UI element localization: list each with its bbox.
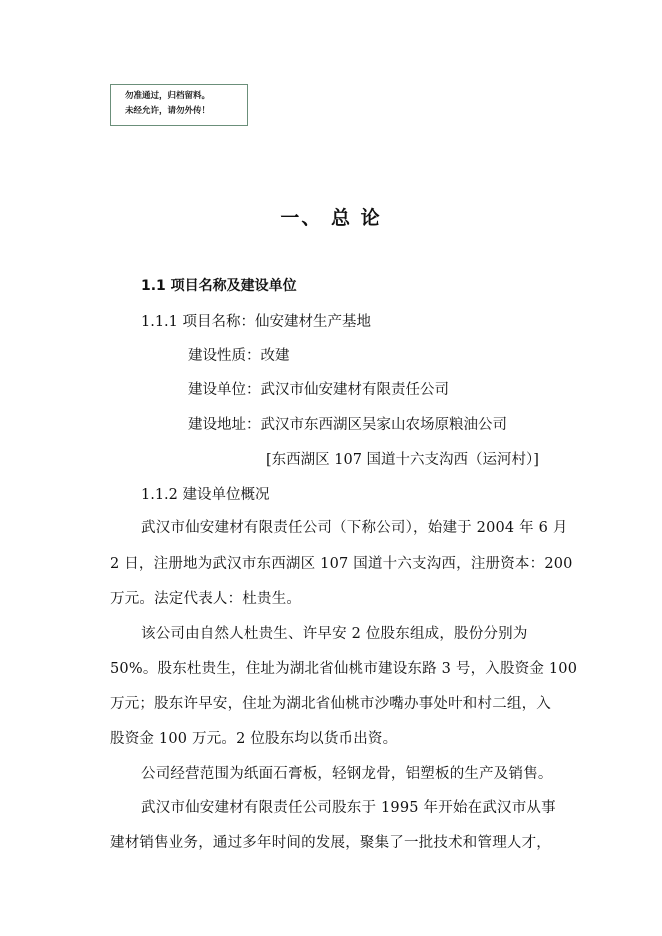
chapter-title: 一、 总 论 xyxy=(280,207,382,229)
project-name-line: 1.1.1 项目名称：仙安建材生产基地 xyxy=(141,314,372,330)
construction-nature-line: 建设性质：改建 xyxy=(188,348,290,364)
paragraph-line: 武汉市仙安建材有限责任公司（下称公司），始建于 2004 年 6 月 xyxy=(141,520,568,536)
paragraph-line: 2 日，注册地为武汉市东西湖区 107 国道十六支沟西，注册资本：200 xyxy=(110,556,573,572)
construction-unit-line: 建设单位：武汉市仙安建材有限责任公司 xyxy=(188,382,449,398)
confidential-notice-box xyxy=(110,84,248,126)
construction-address-line: 建设地址：武汉市东西湖区吴家山农场原粮油公司 xyxy=(188,417,507,433)
address-note-line: [东西湖区 107 国道十六支沟西（运河村）] xyxy=(266,452,539,468)
paragraph-line: 万元。法定代表人：杜贵生。 xyxy=(110,591,302,607)
section-heading-1-1-2: 1.1.2 建设单位概况 xyxy=(141,487,270,503)
paragraph-line: 50%。股东杜贵生，住址为湖北省仙桃市建设东路 3 号，入股资金 100 xyxy=(110,661,578,677)
notice-line-2: 未经允许，请勿外传！ xyxy=(125,106,211,116)
paragraph-line: 万元；股东许早安，住址为湖北省仙桃市沙嘴办事处叶和村二组，入 xyxy=(110,696,551,712)
paragraph-line: 股资金 100 万元。2 位股东均以货币出资。 xyxy=(110,731,398,747)
paragraph-line: 建材销售业务，通过多年时间的发展，聚集了一批技术和管理人才， xyxy=(110,835,551,851)
notice-line-1: 勿准通过，归档留料。 xyxy=(125,91,211,101)
paragraph-line: 公司经营范围为纸面石膏板，轻钢龙骨，铝塑板的生产及销售。 xyxy=(141,766,553,782)
paragraph-line: 武汉市仙安建材有限责任公司股东于 1995 年开始在武汉市从事 xyxy=(141,800,556,816)
paragraph-line: 该公司由自然人杜贵生、许早安 2 位股东组成，股份分别为 xyxy=(141,626,528,642)
section-heading-1-1: 1.1 项目名称及建设单位 xyxy=(141,278,297,294)
